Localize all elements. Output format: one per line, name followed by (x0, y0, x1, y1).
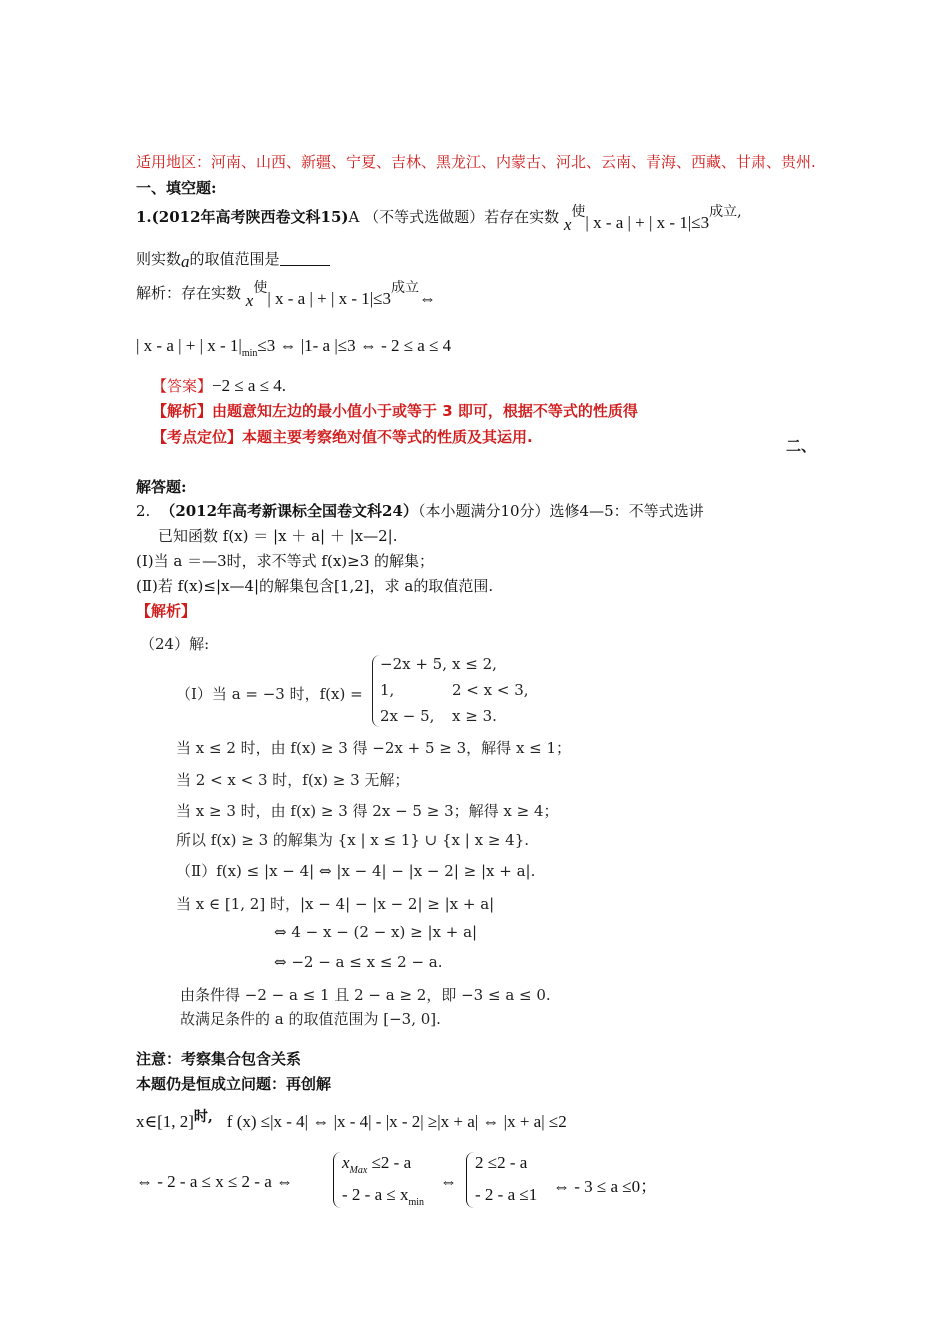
min-expression: | x - a | + | x - 1| (136, 336, 242, 355)
analysis-red-tag: 【解析】 (152, 402, 213, 420)
scan-line-8: ⇔ 4 − x − (2 − x) ≥ |x + a| (274, 923, 478, 941)
answer-line (152, 376, 286, 396)
analysis-shi: 使 (253, 280, 268, 296)
x-max-bound: ≤2 - a (371, 1153, 412, 1172)
analysis-var-x: x (245, 291, 254, 310)
question-2-analysis-tag: 【解析】 (136, 602, 197, 620)
note-line-2: 本题仍是恒成立问题：再创解 (136, 1075, 332, 1093)
analysis-red-text: 由题意知左边的最小值小于或等于 3 即可，根据不等式的性质得 (212, 402, 638, 420)
question-1-analysis-line (136, 278, 436, 310)
scan-line-10: 由条件得 −2 − a ≤ 1 且 2 − a ≥ 2，即 −3 ≤ a ≤ 0. (180, 986, 551, 1004)
question-2-part-2: (Ⅱ)若 f(x)≤|x—4|的解集包含[1,2]，求 a的取值范围. (136, 577, 494, 595)
scan-case-1: −2x + 5, (380, 655, 447, 673)
question-2-source: （2012年高考新课标全国卷文科24） (160, 502, 418, 520)
question-2-header (136, 501, 704, 521)
section-2-title: 解答题: (136, 478, 187, 496)
derivation-chain: f (x) ≤|x - 4| ⇔ |x - 4| - |x - 2| ≥|x + a| ⇔ |x + a| ≤2 (226, 1112, 567, 1131)
scan-line-7: 当 x ∈ [1, 2] 时，|x − 4| − |x − 2| ≥ |x + a| (176, 895, 495, 913)
min-chain: ≤3 ⇔ |1- a |≤3 ⇔ - 2 ≤ a ≤ 4 (257, 336, 452, 355)
question-1-suffix: 成立, (709, 204, 742, 220)
derivation-line-2-start: ⇔ - 2 - a ≤ x ≤ 2 - a ⇔ (136, 1172, 293, 1191)
scan-line-9: ⇔ −2 − a ≤ x ≤ 2 − a. (274, 953, 443, 971)
system-2-row-2: - 2 - a ≤1 (475, 1185, 538, 1204)
answer-value: −2 ≤ a ≤ 4. (212, 376, 287, 395)
scan-case-2: 1, (380, 681, 395, 699)
scan-cond-3: x ≥ 3. (452, 707, 497, 725)
analysis-iff: ⇔ (419, 289, 436, 308)
scan-line-3: 当 2 < x < 3 时，f(x) ≥ 3 无解； (176, 771, 410, 789)
derivation-shi: 时, (193, 1109, 213, 1125)
question-1-part: A （不等式选做题）若存在实数 (348, 208, 560, 226)
question-1-var-x: x (563, 215, 572, 234)
min-subscript-2: min (408, 1197, 425, 1208)
note-line-1: 注意：考察集合包含关系 (136, 1050, 302, 1068)
answer-tag: 【答案】 (152, 377, 213, 395)
focus-line (152, 427, 533, 447)
question-1-line-2 (136, 249, 330, 269)
scan-case-3: 2x − 5, (380, 707, 435, 725)
analysis-label: 解析：存在实数 (136, 284, 242, 302)
answer-blank (280, 251, 330, 266)
analysis-inequality: | x - a | + | x - 1|≤3 (267, 289, 391, 308)
derivation-domain: x∈[1, 2] (136, 1112, 194, 1131)
regions-line: 适用地区：河南、山西、新疆、宁夏、吉林、黑龙江、内蒙古、河北、云南、青海、西藏、甘肃、贵州. (136, 153, 816, 171)
question-1-var-a: a (181, 252, 190, 271)
section-2-number: 二、 (786, 437, 817, 455)
question-1-min-derivation (136, 336, 451, 359)
derivation-line-1 (136, 1106, 567, 1132)
question-2-function: 已知函数 f(x) ＝ |x ＋ a| ＋ |x—2|. (158, 527, 398, 545)
question-1-range-text: 的取值范围是 (189, 250, 280, 268)
scan-line-2: 当 x ≤ 2 时，由 f(x) ≥ 3 得 −2x + 5 ≥ 3，解得 x ≤ 1； (176, 739, 572, 757)
analysis-red-line (152, 401, 638, 421)
max-subscript: Max (349, 1165, 368, 1176)
scan-cond-2: 2 < x < 3, (452, 681, 529, 699)
question-2-number: 2. (136, 502, 151, 520)
scan-cond-1: x ≤ 2, (452, 655, 497, 673)
analysis-cheng: 成立 (391, 280, 419, 296)
question-2-rest: （本小题满分10分）选修4—5：不等式选讲 (417, 502, 704, 520)
scan-line-0: （24）解: (140, 635, 210, 653)
system-1-row-1 (342, 1153, 411, 1176)
scan-line-5: 所以 f(x) ≥ 3 的解集为 {x | x ≤ 1} ∪ {x | x ≥ 4}. (176, 831, 530, 849)
question-1-inequality: | x - a | + | x - 1|≤3 (585, 213, 710, 232)
system-2-row-1: 2 ≤2 - a (475, 1153, 528, 1172)
question-1-source: 1.(2012年高考陕西卷文科15) (136, 208, 349, 226)
x-min-bound: - 2 - a ≤ x (342, 1185, 409, 1204)
system-brace-2 (466, 1152, 475, 1208)
scan-line-4: 当 x ≥ 3 时，由 f(x) ≥ 3 得 2x − 5 ≥ 3；解得 x ≥ 4； (176, 802, 559, 820)
system-1-row-2 (342, 1185, 424, 1208)
question-1-line2-text: 则实数 (136, 250, 182, 268)
derivation-end: ⇔ - 3 ≤ a ≤0； (553, 1177, 658, 1196)
scan-line-6: （Ⅱ）f(x) ≤ |x − 4| ⇔ |x − 4| − |x − 2| ≥ |x + a|. (176, 862, 536, 880)
derivation-iff: ⇔ (440, 1172, 457, 1191)
scan-line-11: 故满足条件的 a 的取值范围为 [−3, 0]. (180, 1010, 441, 1028)
question-1-shi: 使 (571, 204, 586, 220)
system-brace-1 (333, 1152, 342, 1208)
question-1-line-1 (136, 202, 742, 234)
scan-line-1: （Ⅰ）当 a = −3 时，f(x) = (176, 685, 363, 703)
min-subscript: min (241, 348, 258, 359)
x-max: x (342, 1153, 350, 1172)
scanned-solution (140, 625, 572, 1030)
focus-text: 本题主要考察绝对值不等式的性质及其运用. (242, 428, 533, 446)
question-2-part-1: (Ⅰ)当 a ＝—3时，求不等式 f(x)≥3 的解集； (136, 552, 435, 570)
focus-tag: 【考点定位】 (152, 428, 243, 446)
section-title-fill-blank: 一、填空题: (136, 179, 217, 197)
